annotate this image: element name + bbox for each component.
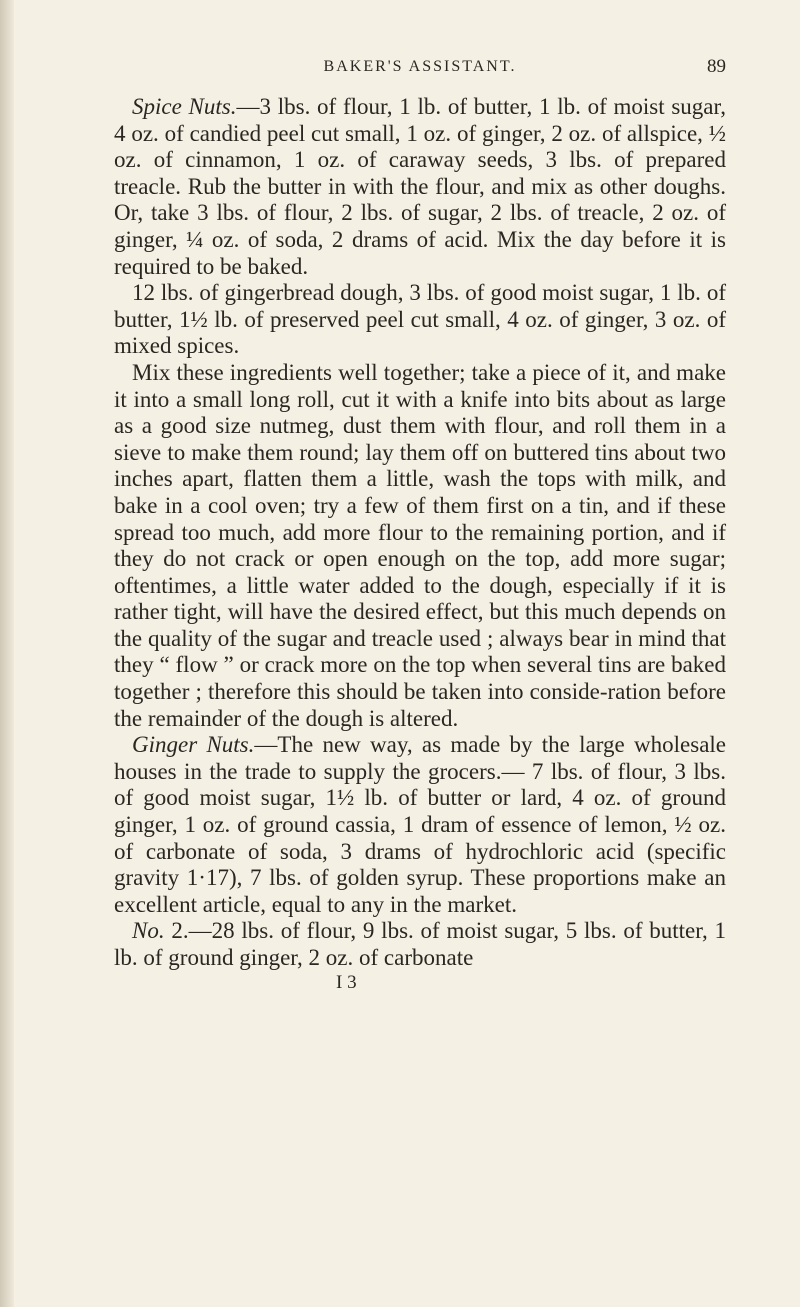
recipe-heading: No. [132, 918, 165, 944]
paragraph-spice-nuts [114, 94, 726, 280]
paragraph-ginger-nuts [114, 732, 726, 918]
paragraph-gingerbread-mix [114, 280, 726, 360]
book-page [114, 40, 726, 994]
paragraph-body: —3 lbs. of flour, 1 lb. of butter, 1 lb. of moist sugar, 4 oz. of candied peel cut small, 1 oz. of ginger, 2 oz. of allspice, ½ oz. of cinnamon, 1 oz. of caraway seeds, 3 lbs. of prepared treacle. Rub the butter in with the flour, and mix as other doughs. Or, take 3 lbs. of flour, 2 lbs. of sugar, 2 lbs. of treacle, 2 oz. of ginger, ¼ oz. of soda, 2 drams of acid. Mix the day before it is required to be baked. [114, 94, 726, 279]
recipe-heading: Spice Nuts. [132, 94, 237, 119]
body-text [114, 94, 726, 972]
signature-mark: I 3 [336, 971, 357, 993]
recipe-heading: Ginger Nuts. [132, 732, 255, 758]
book-spine-edge [0, 0, 14, 1307]
paragraph-body: —The new way, as made by the large wholesale houses in the trade to supply the grocers.— 7 lbs. of flour, 3 lbs. of good moist sugar, 1½ lb. of butter or lard, 4 oz. of ground ginger, 1 oz. of ground cassia, 1 dram of essence of lemon, ½ oz. of carbonate of soda, 3 drams of hydrochloric acid (specific gravity 1·17), 7 lbs. of golden syrup. These proportions make an excellent article, equal to any in the market. [114, 732, 726, 917]
running-title: BAKER'S ASSISTANT. [323, 58, 517, 75]
paragraph-method [114, 360, 726, 732]
paragraph-body: Mix these ingredients well together; take a piece of it, and make it into a small long roll, cut it with a knife into bits about as large as a good size nutmeg, dust them with flour, and roll them in a sieve to make them round; lay them off on buttered tins about two inches apart, flatten them a little, wash the tops with milk, and bake in a cool oven; try a few of them first on a tin, and if these spread too much, add more flour to the remaining portion, and if they do not crack or open enough on the top, add more sugar; oftentimes, a little water added to the dough, especially if it is rather tight, will have the desired effect, but this much depends on the quality of the sugar and treacle used ; always bear in mind that they “ flow ” or crack more on the top when several tins are baked together ; therefore this should be taken into conside-ration before the remainder of the dough is altered. [114, 359, 726, 731]
paragraph-body: 12 lbs. of gingerbread dough, 3 lbs. of good moist sugar, 1 lb. of butter, 1½ lb. of preserved peel cut small, 4 oz. of ginger, 3 oz. of mixed spices. [114, 280, 726, 359]
paragraph-no-2 [114, 918, 726, 971]
running-head [114, 40, 726, 77]
page-number: 89 [707, 56, 726, 77]
paragraph-body: 2.—28 lbs. of flour, 9 lbs. of moist sugar, 5 lbs. of butter, 1 lb. of ground ginger, 2 oz. of carbonate [114, 918, 726, 970]
